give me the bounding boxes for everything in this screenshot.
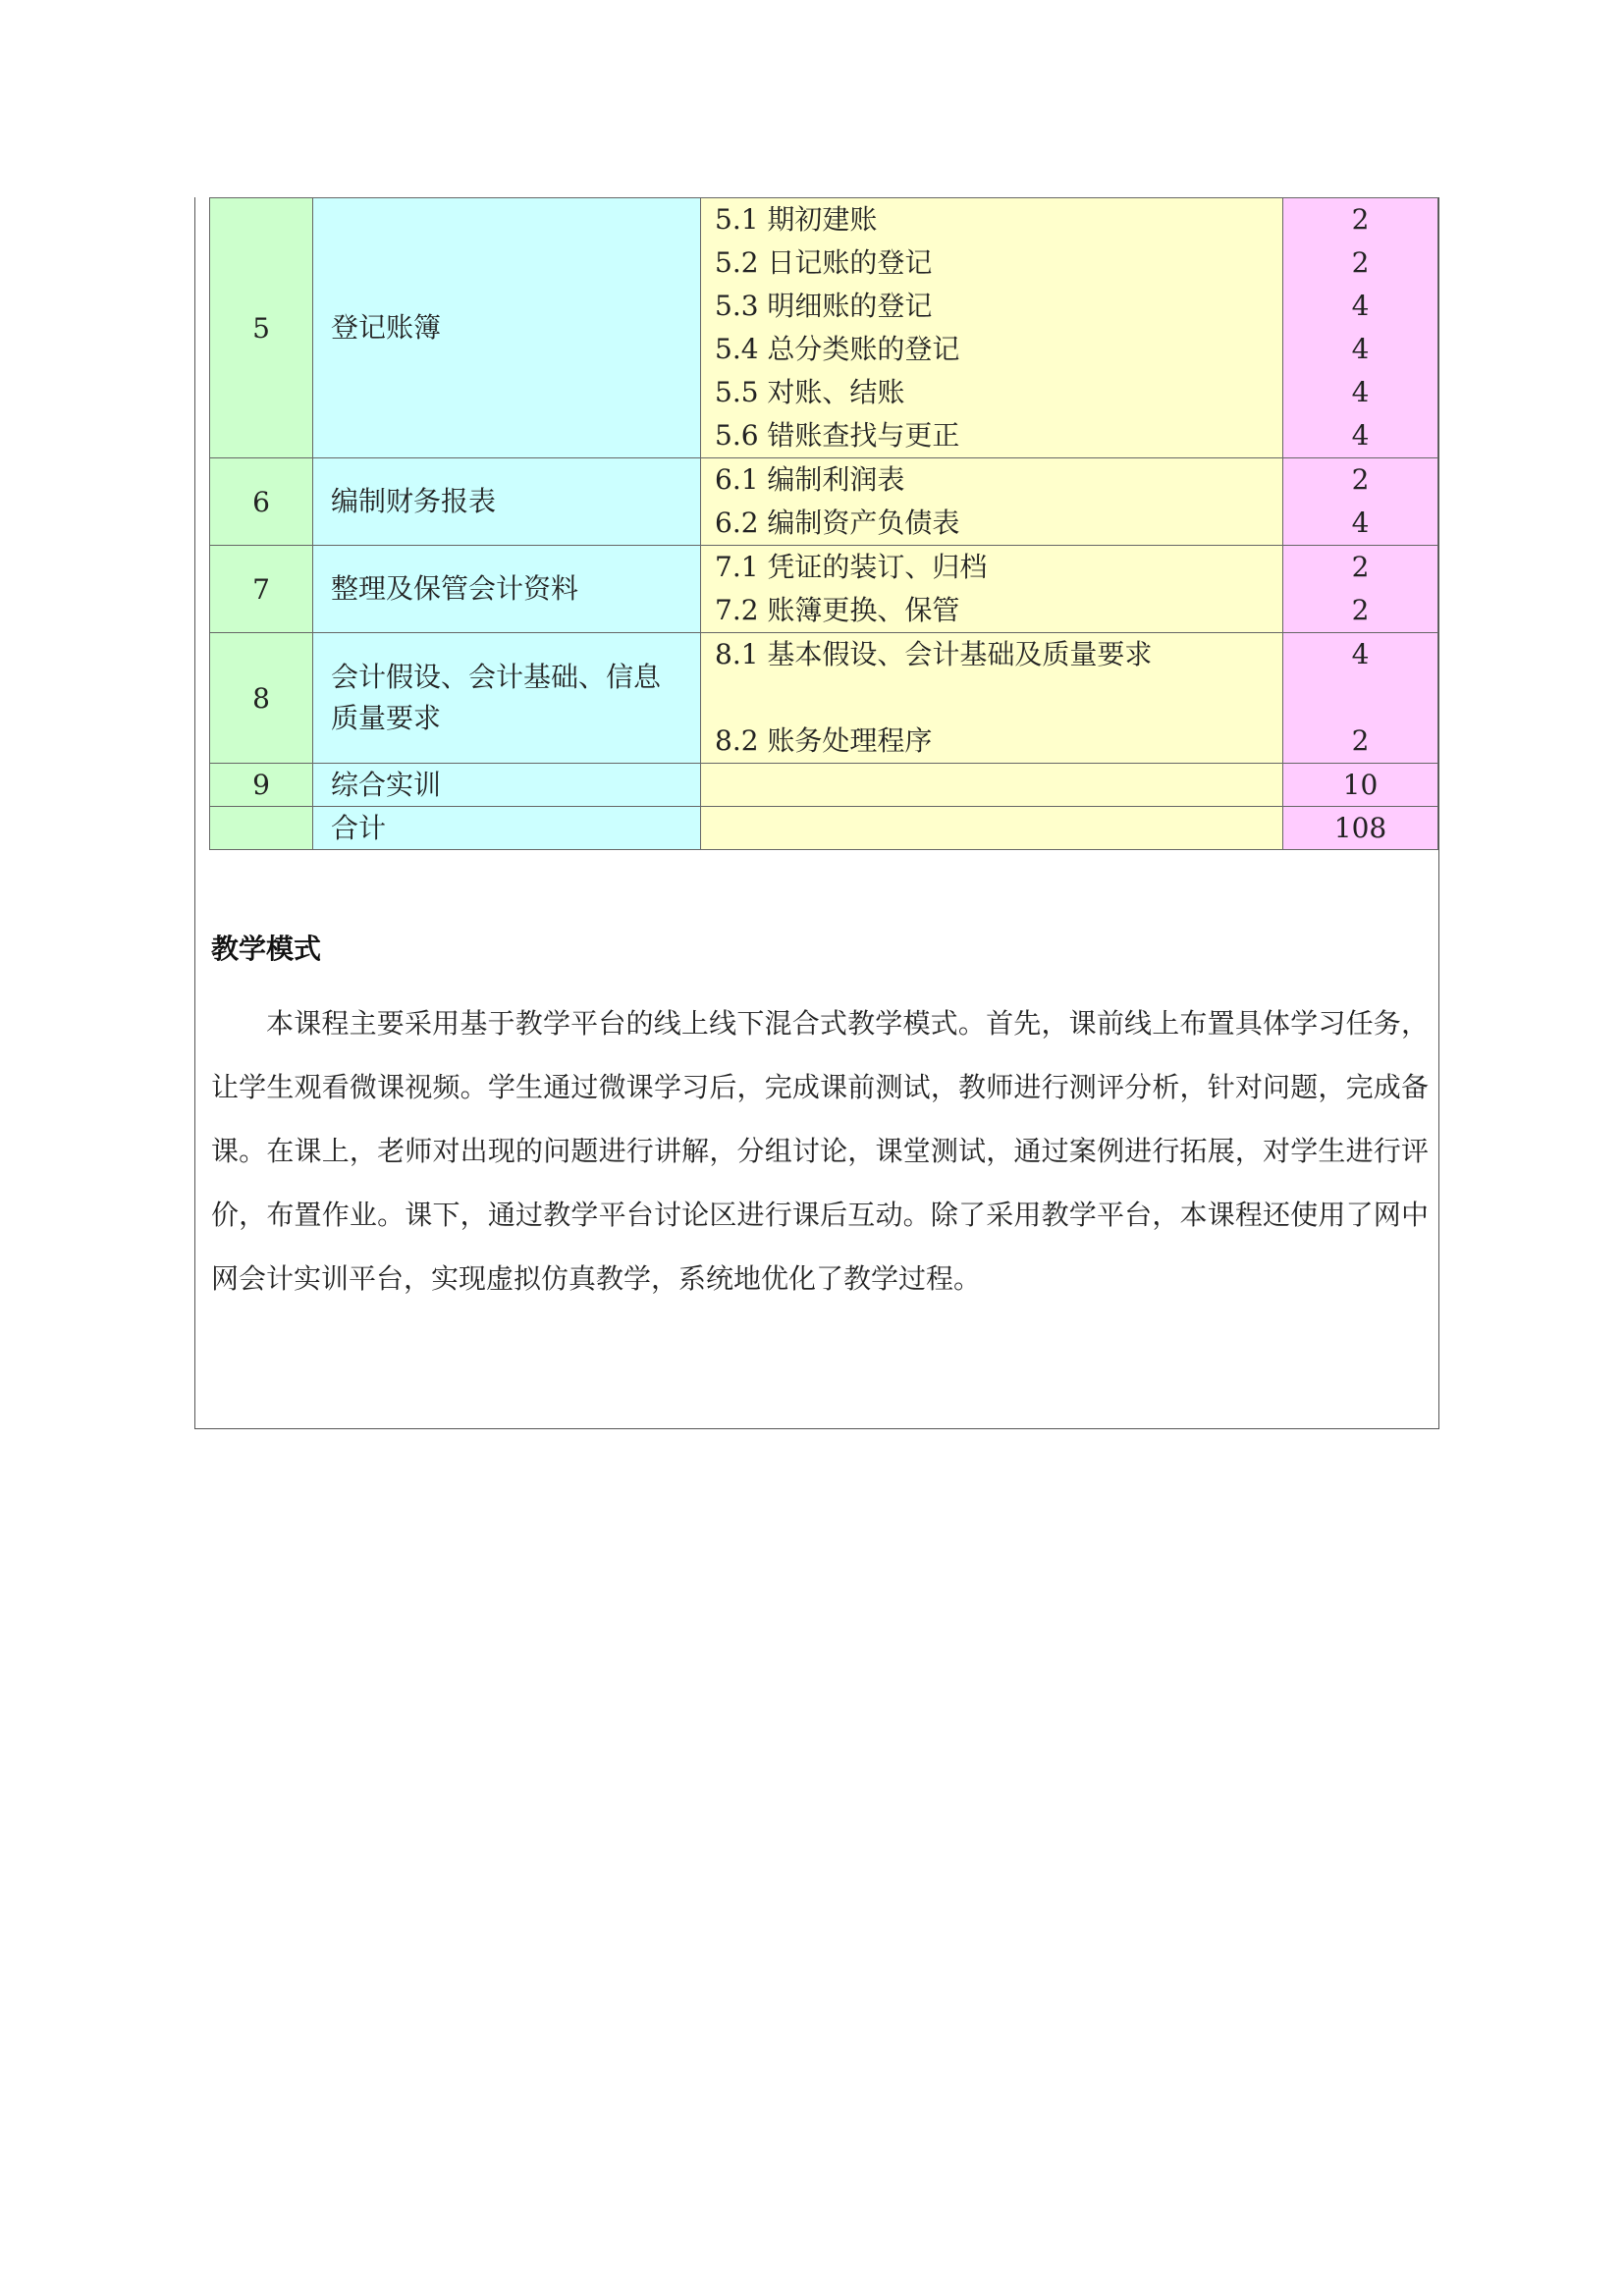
row-number: 9 bbox=[210, 764, 313, 807]
hours-value: 2 bbox=[1351, 246, 1370, 279]
row-number: 8 bbox=[210, 633, 313, 764]
task-item: 6.2 编制资产负债表 bbox=[715, 507, 960, 539]
table-row bbox=[210, 633, 1438, 764]
table-row bbox=[210, 458, 1438, 546]
hours-value: 4 bbox=[1351, 333, 1370, 365]
module-name: 登记账簿 bbox=[313, 198, 701, 458]
hours-list bbox=[1283, 198, 1438, 458]
hours-value: 4 bbox=[1351, 376, 1370, 408]
hours-value: 2 bbox=[1351, 594, 1370, 626]
hours-value: 2 bbox=[1351, 203, 1370, 236]
task-item: 8.2 账务处理程序 bbox=[715, 724, 933, 757]
task-item: 5.3 明细账的登记 bbox=[715, 290, 933, 322]
table-row bbox=[210, 198, 1438, 458]
task-item: 5.4 总分类账的登记 bbox=[715, 333, 960, 365]
row-number: 5 bbox=[210, 198, 313, 458]
row-number: 6 bbox=[210, 458, 313, 546]
task-item: 5.5 对账、结账 bbox=[715, 376, 905, 408]
hours-value: 4 bbox=[1351, 507, 1370, 539]
task-list bbox=[701, 764, 1283, 807]
task-list bbox=[701, 546, 1283, 633]
table-row bbox=[210, 546, 1438, 633]
module-name: 编制财务报表 bbox=[313, 458, 701, 546]
task-item: 6.1 编制利润表 bbox=[715, 463, 905, 496]
table-row bbox=[210, 764, 1438, 807]
task-list bbox=[701, 633, 1283, 764]
section-heading: 教学模式 bbox=[211, 933, 322, 965]
hours-value: 2 bbox=[1351, 463, 1370, 496]
module-name: 整理及保管会计资料 bbox=[313, 546, 701, 633]
hours-value: 2 bbox=[1351, 551, 1370, 583]
total-row bbox=[210, 807, 1438, 850]
row-number: 7 bbox=[210, 546, 313, 633]
section-paragraph: 本课程主要采用基于教学平台的线上线下混合式教学模式。首先，课前线上布置具体学习任务，让学生观看微课视频。学生通过微课学习后，完成课前测试，教师进行测评分析，针对问题，完成备课。在课上，老师对出现的问题进行讲解，分组讨论，课堂测试，通过案例进行拓展，对学生进行评价，布置作业。课下，通过教学平台讨论区进行课后互动。除了采用教学平台，本课程还使用了网中网会计实训平台，实现虚拟仿真教学，系统地优化了教学过程。 bbox=[211, 1007, 1429, 1295]
hours-list bbox=[1283, 546, 1438, 633]
task-item: 8.1 基本假设、会计基础及质量要求 bbox=[715, 638, 1153, 670]
module-name: 会计假设、会计基础、信息质量要求 bbox=[313, 633, 701, 764]
schedule-table bbox=[209, 197, 1438, 850]
total-label: 合计 bbox=[313, 807, 701, 850]
row-number bbox=[210, 807, 313, 850]
task-item: 7.2 账簿更换、保管 bbox=[715, 594, 960, 626]
task-item: 7.1 凭证的装订、归档 bbox=[715, 551, 988, 583]
hours-value: 2 bbox=[1351, 724, 1370, 757]
task-list bbox=[701, 807, 1283, 850]
task-item: 5.6 错账查找与更正 bbox=[715, 419, 960, 452]
hours-value: 4 bbox=[1351, 638, 1370, 670]
module-name: 综合实训 bbox=[313, 764, 701, 807]
hours-list bbox=[1283, 458, 1438, 546]
hours-value: 4 bbox=[1351, 290, 1370, 322]
hours-value: 4 bbox=[1351, 419, 1370, 452]
task-item: 5.1 期初建账 bbox=[715, 203, 878, 236]
total-hours: 108 bbox=[1283, 807, 1438, 850]
task-item: 5.2 日记账的登记 bbox=[715, 246, 933, 279]
hours-value: 10 bbox=[1283, 764, 1438, 807]
task-list bbox=[701, 458, 1283, 546]
hours-list bbox=[1283, 633, 1438, 764]
task-list bbox=[701, 198, 1283, 458]
